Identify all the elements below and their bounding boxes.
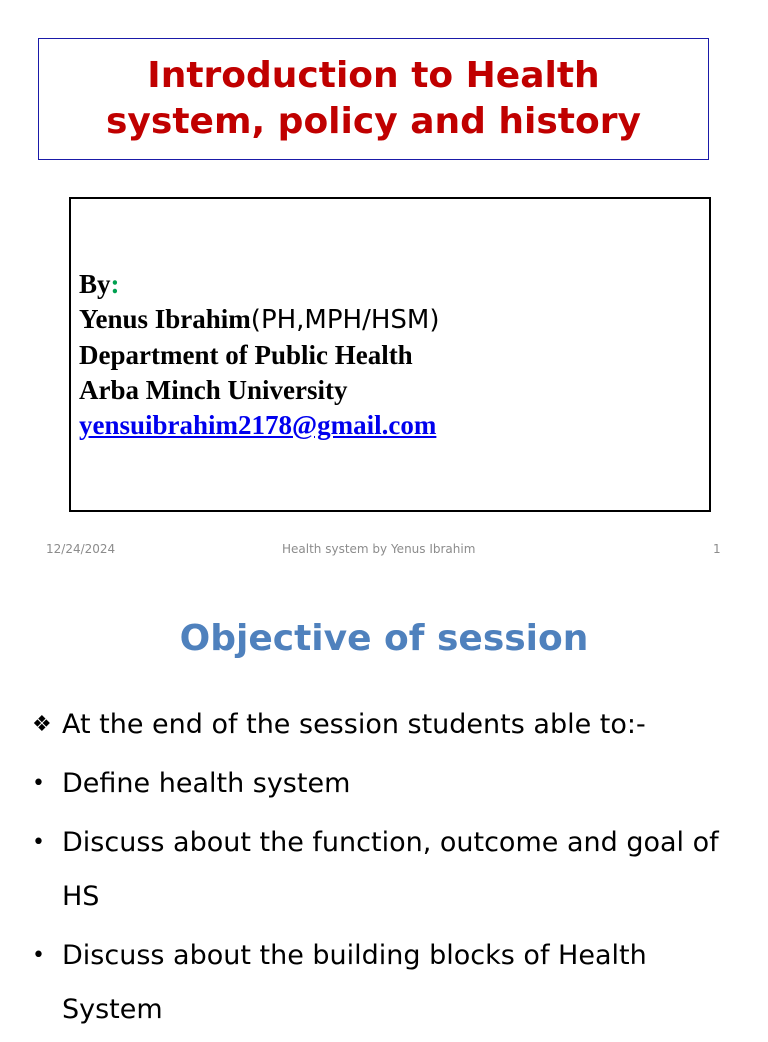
slide-title: Introduction to Health system, policy and history (106, 55, 641, 142)
bullet-text: Discuss about the function, outcome and goal of HS (62, 827, 719, 912)
list-item (32, 698, 732, 752)
footer-page-number: 1 (713, 542, 721, 556)
list-item (32, 757, 732, 811)
bullet-text: Discuss about the building blocks of Health System (62, 940, 647, 1025)
footer-date: 12/24/2024 (46, 542, 116, 556)
dot-bullet-icon: • (32, 771, 45, 796)
diamond-bullet-icon: ❖ (32, 712, 52, 737)
list-item (32, 929, 732, 1037)
author-name: Yenus Ibrahim (79, 304, 251, 334)
title-box (38, 38, 709, 160)
bullet-text: Define health system (62, 768, 351, 799)
author-box (69, 197, 711, 512)
objective-title: Objective of session (179, 618, 589, 659)
by-line (79, 267, 440, 302)
by-colon: : (110, 269, 120, 299)
bullet-text: At the end of the session students able to:- (62, 709, 646, 740)
list-item (32, 816, 732, 924)
author-degree: (PH,MPH/HSM) (250, 305, 440, 335)
by-label: By (79, 269, 111, 299)
author-email-link[interactable]: yensuibrahim2178@gmail.com (79, 410, 437, 440)
author-university: Arba Minch University (79, 375, 348, 405)
dot-bullet-icon: • (32, 943, 45, 968)
objective-list (32, 698, 732, 1042)
footer-center-text: Health system by Yenus Ibrahim (282, 542, 476, 556)
dot-bullet-icon: • (32, 830, 45, 855)
author-department: Department of Public Health (79, 340, 413, 370)
author-info (79, 267, 440, 443)
author-name-line (79, 302, 440, 338)
